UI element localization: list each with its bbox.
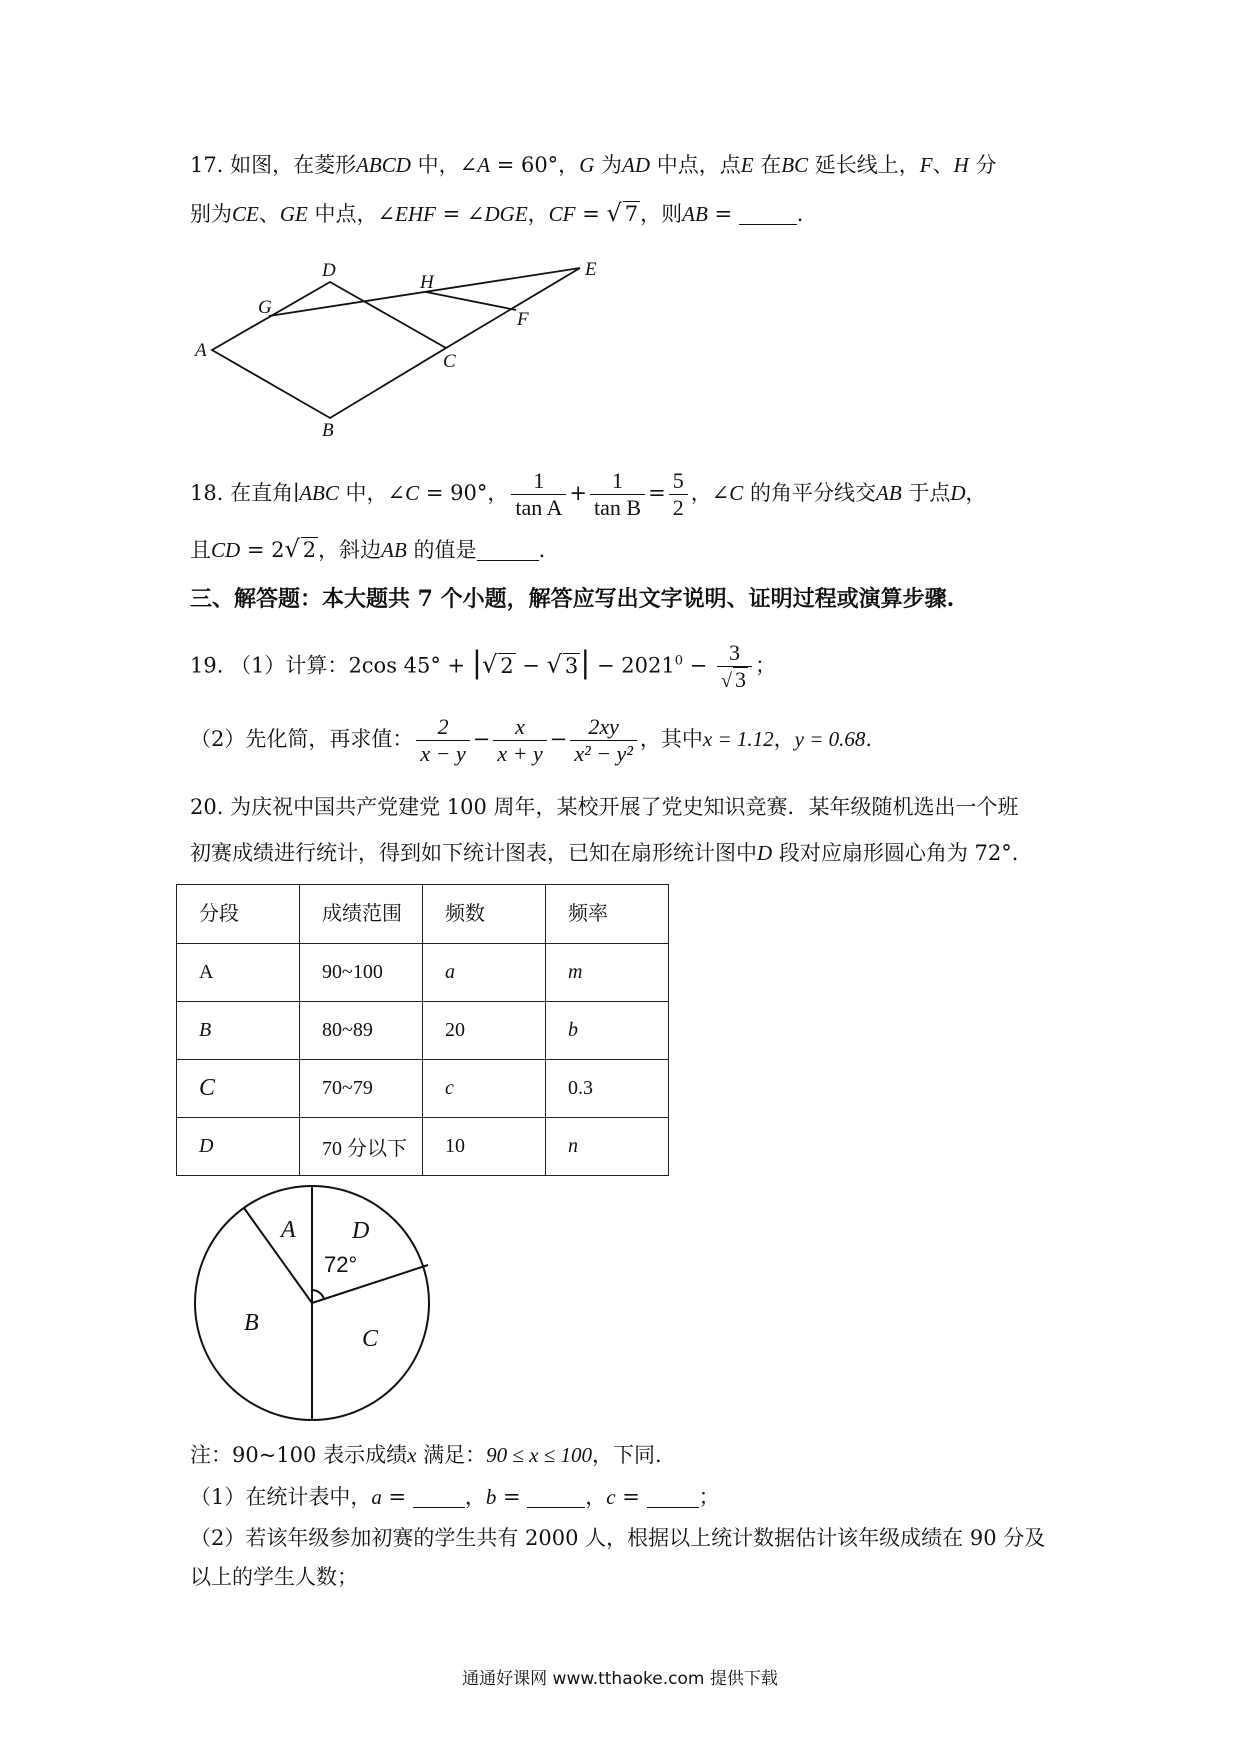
frac-1-tanB: $\frac{1}{\text{tan B}}$: [590, 468, 645, 521]
table-header-row: [177, 885, 669, 944]
table-cell: 20: [423, 1002, 546, 1060]
label-E: E: [585, 259, 597, 280]
table-cell: 0.3: [546, 1060, 669, 1118]
pie-label-C: C: [362, 1326, 379, 1352]
q20-line1: 20. 为庆祝中国共产党建党 100 周年，某校开展了党史知识竞赛．某年级随机选出一个班: [190, 795, 1019, 819]
frac-2xy: $\frac{2xy}{\text{x² − y²}}$: [570, 714, 637, 767]
q19-part2: （2）先化简，再求值： $\frac{2}{x - y}$ − $\frac{x}{x + y}$ − $\frac{2xy}{\text{x² − y²}}$ ，其中x = 1.12，y = 0.68.: [190, 714, 873, 766]
q20-note: 注：90~100 表示成绩x 满足：90 ≤ x ≤ 100，下同.: [190, 1443, 662, 1467]
pie-label-B: B: [244, 1310, 259, 1336]
frac-5-2: $\frac{5}{2}$: [669, 468, 688, 521]
table-cell: b: [546, 1002, 669, 1060]
stats-table: [176, 884, 669, 1176]
table-cell: m: [546, 944, 669, 1002]
table-cell: D: [177, 1118, 300, 1176]
q18-answer-blank: [477, 540, 539, 561]
frac-1-tanA: $\frac{1}{\text{tan A}}$: [511, 468, 566, 521]
table-cell: 70 分以下: [300, 1118, 423, 1176]
table-cell: n: [546, 1118, 669, 1176]
table-cell: C: [177, 1060, 300, 1118]
label-A: A: [195, 340, 207, 361]
q17-line2: 别为CE、GE 中点，∠EHF = ∠DGE，CF = √ 7，则AB = .: [190, 199, 804, 227]
table-cell: 80~89: [300, 1002, 423, 1060]
pie-angle-label: 72°: [324, 1252, 358, 1277]
q17-line1: 17. 如图，在菱形ABCD 中，∠A = 60°，G 为AD 中点，点E 在BC 延长线上，F、H 分: [190, 153, 997, 177]
q19-part1: 19. （1）计算：2cos 45° + |√ 2 − √ $3| - 2021^0$ − $\frac{3}{√ 3}$ ；: [190, 640, 776, 692]
q20-line2: 初赛成绩进行统计，得到如下统计图表，已知在扇形统计图中D 段对应扇形圆心角为 72°．: [190, 841, 1033, 865]
q20-sub2-line2: 以上的学生人数；: [190, 1565, 358, 1589]
table-cell: 10: [423, 1118, 546, 1176]
footer-credit: 通通好课网 www.tthaoke.com 提供下载: [462, 1669, 778, 1689]
table-cell: 70~79: [300, 1060, 423, 1118]
table-row: [177, 1002, 669, 1060]
label-C: C: [443, 351, 456, 372]
q18-line1: 18. 在直角∣ABC 中，∠C = 90°， $\frac{1}{\text{tan A}}$ + $\frac{1}{\text{tan B}}$ = $\frac{5}{2}$ ，∠C 的角平分线交AB 于点D，: [190, 468, 987, 520]
table-row: [177, 1060, 669, 1118]
q17-answer-blank: [739, 204, 797, 225]
table-row: [177, 1118, 669, 1176]
blank-b: [527, 1487, 585, 1508]
label-H: H: [420, 272, 434, 293]
label-D: D: [322, 260, 336, 281]
table-cell: 90~100: [300, 944, 423, 1002]
table-cell: A: [177, 944, 300, 1002]
table-cell: a: [423, 944, 546, 1002]
section-heading: 三、解答题：本大题共 7 个小题，解答应写出文字说明、证明过程或演算步骤.: [190, 586, 955, 612]
frac-3-sqrt3: $\frac{3}{√ 3}$: [717, 640, 752, 694]
table-header: 频数: [423, 885, 546, 944]
table-cell: c: [423, 1060, 546, 1118]
table-header: 频率: [546, 885, 669, 944]
blank-c: [647, 1487, 699, 1508]
label-B: B: [322, 420, 334, 441]
table-row: [177, 944, 669, 1002]
label-G: G: [258, 297, 272, 318]
table-header: 成绩范围: [300, 885, 423, 944]
table-header: 分段: [177, 885, 300, 944]
q20-sub2-line1: （2）若该年级参加初赛的学生共有 2000 人，根据以上统计数据估计该年级成绩在 90 分及: [190, 1526, 1046, 1550]
table-cell: B: [177, 1002, 300, 1060]
pie-label-A: A: [281, 1217, 296, 1243]
frac-x-x+y: $\frac{x}{x + y}$: [493, 714, 546, 767]
q20-sub1: （1）在统计表中，a = ，b = ，c = ；: [190, 1485, 720, 1509]
label-F: F: [517, 309, 529, 330]
frac-2-x-y: $\frac{2}{x - y}$: [416, 714, 469, 767]
blank-a: [413, 1487, 465, 1508]
q18-line2: 且CD = 2√ 2，斜边AB 的值是 .: [190, 535, 546, 563]
pie-label-D: D: [352, 1218, 370, 1244]
